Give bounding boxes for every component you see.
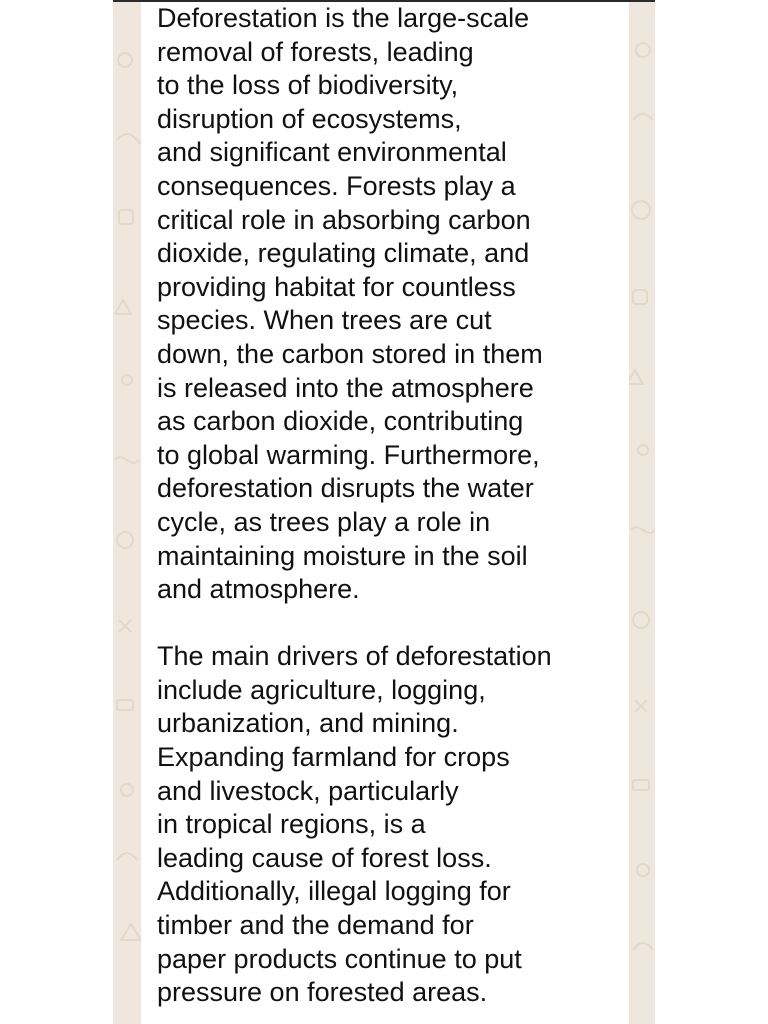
top-divider: [113, 0, 655, 2]
message-paragraph-2: The main drivers of deforestation include agriculture, logging, urbanization, and mining. Expanding farmland for crops and livestock, particularly in tropical regions, is a leading cause of forest loss. Additionally, illegal logging for timber and the demand for paper products continue to put pressure on forested areas.: [157, 641, 552, 1008]
message-bubble[interactable]: [141, 0, 629, 1024]
message-text: [157, 2, 627, 1010]
message-paragraph-1: Deforestation is the large-scale removal of forests, leading to the loss of biodiversity, disruption of ecosystems, and significant environmental consequences. Forests play a critical role in absorbing carbon dioxide, regulating climate, and providing habitat for countless species. When trees are cut down, the carbon stored in them is released into the atmosphere as carbon dioxide, contributing to global warming. Furthermore, deforestation disrupts the water cycle, as trees play a role in maintaining moisture in the soil and atmosphere.: [157, 3, 543, 605]
chat-screen: [113, 0, 655, 1024]
